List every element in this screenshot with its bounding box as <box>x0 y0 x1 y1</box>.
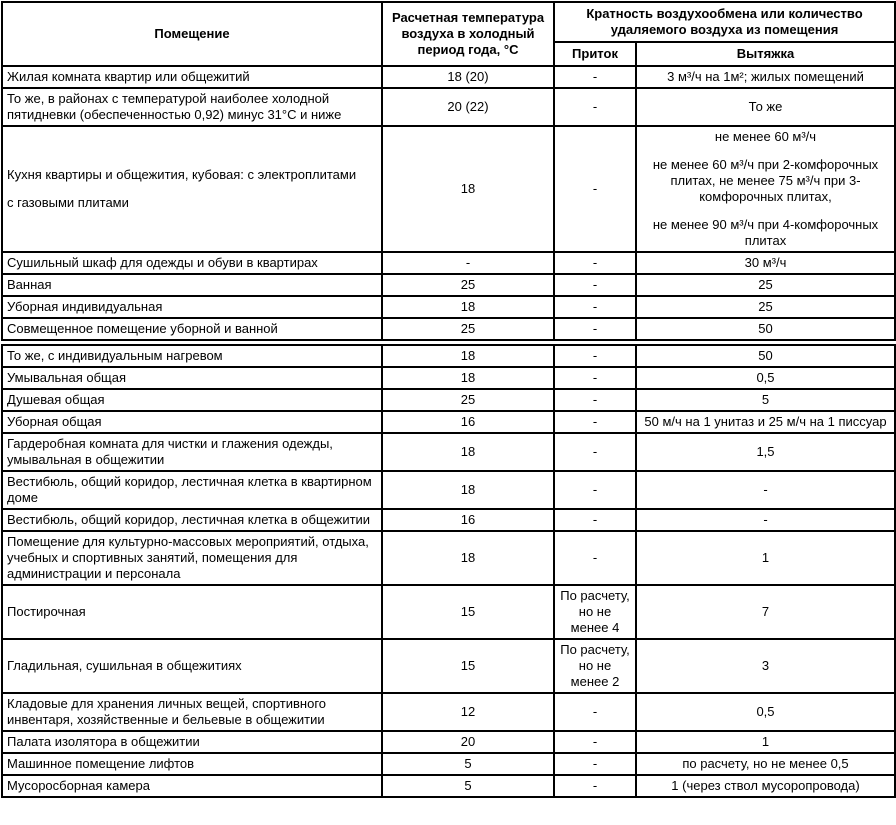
header-exchange-column: Кратность воздухообмена или количество удаляемого воздуха из помещения <box>554 2 895 42</box>
room-cell: Ванная <box>2 274 382 296</box>
temp-cell: 18 <box>382 367 554 389</box>
supply-cell: - <box>554 775 636 797</box>
room-cell: Гладильная, сушильная в общежитиях <box>2 639 382 693</box>
temp-cell: 16 <box>382 411 554 433</box>
supply-cell: - <box>554 389 636 411</box>
exhaust-cell: 1 <box>636 731 895 753</box>
table-row <box>2 731 895 753</box>
ventilation-table-part-2 <box>1 344 896 798</box>
temp-cell: 25 <box>382 318 554 340</box>
supply-cell: - <box>554 252 636 274</box>
table-row <box>2 367 895 389</box>
table-row <box>2 433 895 471</box>
supply-cell: - <box>554 126 636 252</box>
table-row <box>2 775 895 797</box>
table-row <box>2 411 895 433</box>
exhaust-cell: 7 <box>636 585 895 639</box>
table-row <box>2 66 895 88</box>
exhaust-cell: 5 <box>636 389 895 411</box>
exhaust-cell: 0,5 <box>636 367 895 389</box>
temp-cell: 15 <box>382 639 554 693</box>
supply-cell: - <box>554 531 636 585</box>
exhaust-cell: 30 м³/ч <box>636 252 895 274</box>
exhaust-cell <box>636 126 895 252</box>
room-cell: Умывальная общая <box>2 367 382 389</box>
header-exhaust-column: Вытяжка <box>636 42 895 66</box>
supply-cell: По расчету, но не менее 2 <box>554 639 636 693</box>
supply-cell: - <box>554 318 636 340</box>
temp-cell: 5 <box>382 775 554 797</box>
header-row-main <box>2 2 895 42</box>
supply-cell: - <box>554 66 636 88</box>
exhaust-cell: 3 м³/ч на 1м²; жилых помещений <box>636 66 895 88</box>
table-row <box>2 509 895 531</box>
table-row <box>2 585 895 639</box>
supply-cell: - <box>554 753 636 775</box>
cell-paragraph: не менее 90 м³/ч при 4-комфорочных плитах <box>652 217 879 248</box>
table-row <box>2 296 895 318</box>
cell-paragraph: не менее 60 м³/ч <box>714 129 817 144</box>
exhaust-cell: 25 <box>636 296 895 318</box>
temp-cell: 15 <box>382 585 554 639</box>
cell-paragraph: не менее 60 м³/ч при 2-комфорочных плитах, не менее 75 м³/ч при 3-комфорочных плитах, <box>652 157 879 204</box>
room-cell: Кладовые для хранения личных вещей, спортивного инвентаря, хозяйственные и бельевые в общежитии <box>2 693 382 731</box>
exhaust-cell: 0,5 <box>636 693 895 731</box>
table-header <box>2 2 895 66</box>
room-cell: Постирочная <box>2 585 382 639</box>
table-row <box>2 252 895 274</box>
exhaust-cell: 50 <box>636 345 895 367</box>
header-supply-column: Приток <box>554 42 636 66</box>
table-body-part-2 <box>2 345 895 797</box>
temp-cell: 18 <box>382 126 554 252</box>
table-row <box>2 389 895 411</box>
room-cell: Совмещенное помещение уборной и ванной <box>2 318 382 340</box>
temp-cell: 20 <box>382 731 554 753</box>
supply-cell: По расчету, но не менее 4 <box>554 585 636 639</box>
temp-cell: 5 <box>382 753 554 775</box>
table-row <box>2 318 895 340</box>
supply-cell: - <box>554 296 636 318</box>
exhaust-cell: 25 <box>636 274 895 296</box>
room-cell: Гардеробная комната для чистки и глажения одежды, умывальная в общежитии <box>2 433 382 471</box>
exhaust-cell: 1,5 <box>636 433 895 471</box>
room-cell: Вестибюль, общий коридор, лестичная клетка в общежитии <box>2 509 382 531</box>
supply-cell: - <box>554 509 636 531</box>
temp-cell: - <box>382 252 554 274</box>
supply-cell: - <box>554 274 636 296</box>
room-cell: Мусоросборная камера <box>2 775 382 797</box>
temp-cell: 18 <box>382 471 554 509</box>
table-body-part-1 <box>2 66 895 340</box>
header-temperature-column: Расчетная температура воздуха в холодный период года, °С <box>382 2 554 66</box>
ventilation-table-part-1 <box>1 1 896 341</box>
temp-cell: 18 <box>382 531 554 585</box>
supply-cell: - <box>554 731 636 753</box>
room-cell: Машинное помещение лифтов <box>2 753 382 775</box>
table-row <box>2 753 895 775</box>
room-cell: Вестибюль, общий коридор, лестичная клетка в квартирном доме <box>2 471 382 509</box>
table-row <box>2 88 895 126</box>
temp-cell: 20 (22) <box>382 88 554 126</box>
room-cell: Жилая комната квартир или общежитий <box>2 66 382 88</box>
room-cell: Помещение для культурно-массовых мероприятий, отдыха, учебных и спортивных занятий, помещения для администрации и персонала <box>2 531 382 585</box>
room-cell: Палата изолятора в общежитии <box>2 731 382 753</box>
table-row <box>2 274 895 296</box>
room-cell: Уборная индивидуальная <box>2 296 382 318</box>
exhaust-cell: 50 м/ч на 1 унитаз и 25 м/ч на 1 писсуар <box>636 411 895 433</box>
room-cell: Душевая общая <box>2 389 382 411</box>
supply-cell: - <box>554 411 636 433</box>
exhaust-cell: - <box>636 471 895 509</box>
room-cell: То же, в районах с температурой наиболее холодной пятидневки (обеспеченностью 0,92) минус 31°С и ниже <box>2 88 382 126</box>
room-cell: Сушильный шкаф для одежды и обуви в квартирах <box>2 252 382 274</box>
table-row <box>2 126 895 252</box>
exhaust-cell: по расчету, но не менее 0,5 <box>636 753 895 775</box>
temp-cell: 25 <box>382 389 554 411</box>
table-row <box>2 531 895 585</box>
exhaust-cell: 3 <box>636 639 895 693</box>
cell-paragraph: с газовыми плитами <box>7 195 129 210</box>
supply-cell: - <box>554 367 636 389</box>
table-row <box>2 471 895 509</box>
exhaust-cell: 1 <box>636 531 895 585</box>
table-row <box>2 639 895 693</box>
table-row <box>2 345 895 367</box>
exhaust-cell: - <box>636 509 895 531</box>
supply-cell: - <box>554 433 636 471</box>
supply-cell: - <box>554 88 636 126</box>
exhaust-cell: 50 <box>636 318 895 340</box>
temp-cell: 18 (20) <box>382 66 554 88</box>
exhaust-cell: То же <box>636 88 895 126</box>
temp-cell: 25 <box>382 274 554 296</box>
temp-cell: 12 <box>382 693 554 731</box>
exhaust-cell: 1 (через ствол мусоропровода) <box>636 775 895 797</box>
header-room-column: Помещение <box>2 2 382 66</box>
room-cell: Уборная общая <box>2 411 382 433</box>
temp-cell: 16 <box>382 509 554 531</box>
temp-cell: 18 <box>382 433 554 471</box>
table-row <box>2 693 895 731</box>
cell-paragraph: Кухня квартиры и общежития, кубовая: с электроплитами <box>7 167 357 182</box>
temp-cell: 18 <box>382 296 554 318</box>
room-cell <box>2 126 382 252</box>
supply-cell: - <box>554 471 636 509</box>
temp-cell: 18 <box>382 345 554 367</box>
supply-cell: - <box>554 693 636 731</box>
room-cell: То же, с индивидуальным нагревом <box>2 345 382 367</box>
supply-cell: - <box>554 345 636 367</box>
